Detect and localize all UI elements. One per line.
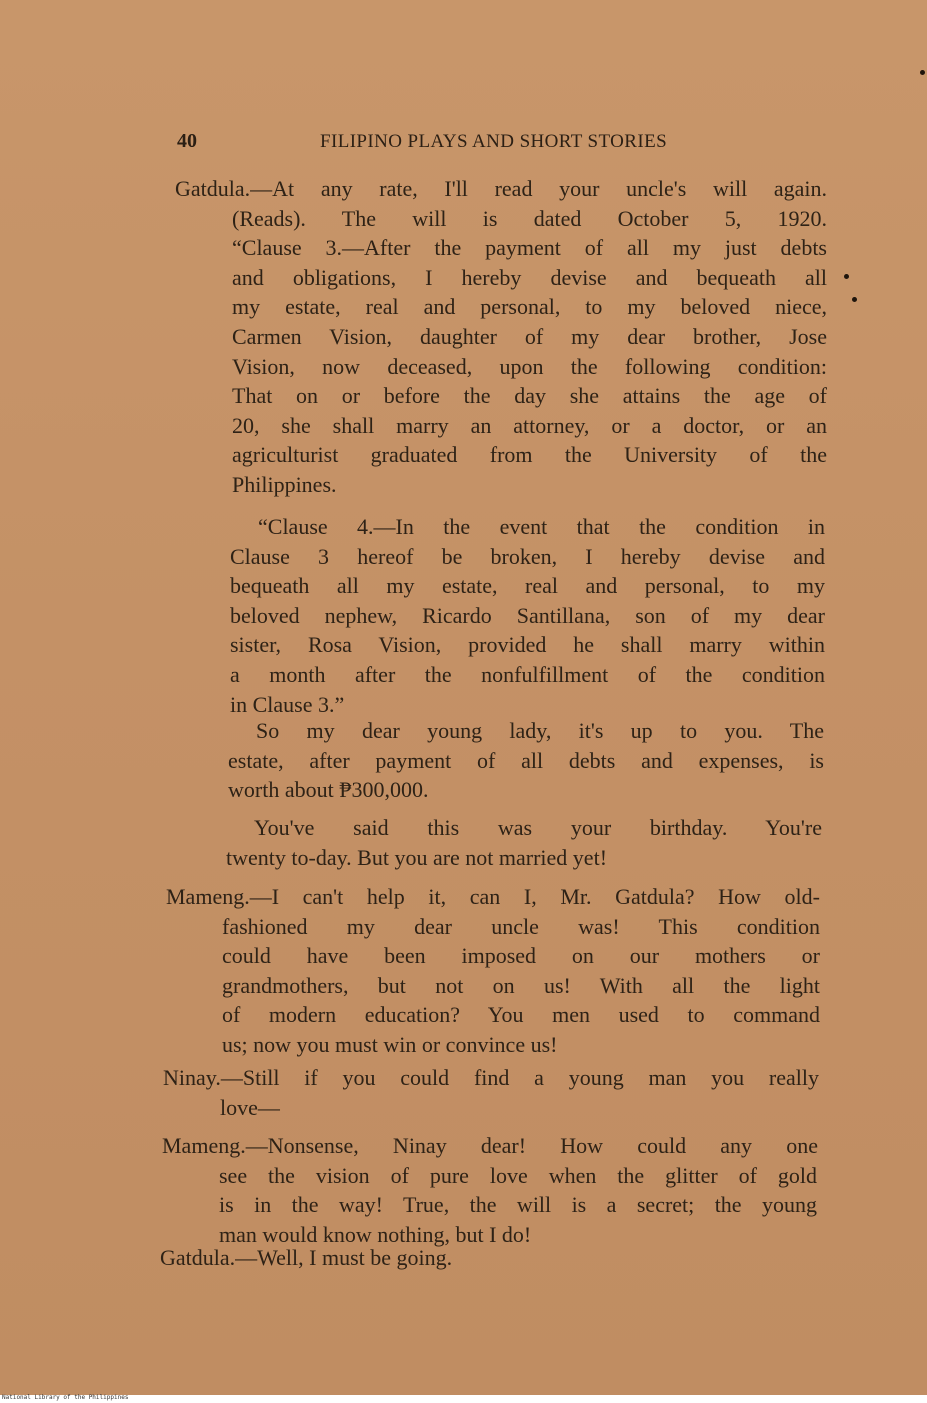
text-line: You've said this was your birthday. You're (254, 815, 822, 840)
page-header (175, 130, 825, 158)
speech-ninay-body (220, 1093, 818, 1123)
library-credit: National Library of the Philippines (2, 1394, 129, 1401)
text-line: “Clause 4.—In the event that the condition in (258, 514, 825, 539)
text-line: is in the way! True, the will is a secret; the young (219, 1192, 817, 1218)
text-line: Ninay.—Still if you could find a young man you really (163, 1065, 819, 1090)
speech-gatdula-leaving (160, 1243, 816, 1273)
speaker-name: Gatdula. (175, 176, 251, 201)
speech-ninay (163, 1063, 819, 1093)
speaker-name: Ninay. (163, 1065, 221, 1090)
speech-mameng-1-body (222, 912, 820, 1060)
text-line: Vision, now deceased, upon the following condition: (232, 353, 827, 379)
page-number: 40 (177, 130, 197, 152)
speech-mameng-2 (162, 1131, 818, 1161)
text-line: Mameng.—Nonsense, Ninay dear! How could any one (162, 1133, 818, 1158)
text-line: man would know nothing, but I do! (219, 1221, 532, 1247)
ink-speck (852, 297, 857, 302)
text-line: see the vision of pure love when the glitter of gold (219, 1162, 817, 1188)
text-line: love— (220, 1094, 280, 1120)
speech-mameng-2-body (219, 1161, 817, 1250)
ink-speck (844, 274, 849, 279)
text-line: Carmen Vision, daughter of my dear brother, Jose (232, 323, 827, 349)
will-text-clause-4 (230, 512, 825, 719)
text-line: of modern education? You men used to command (222, 1002, 820, 1028)
text-line: “Clause 3.—After the payment of all my just debts (232, 235, 827, 261)
text-line: beloved nephew, Ricardo Santillana, son of my dear (230, 602, 825, 628)
will-text-clause-3 (232, 204, 827, 500)
text-line: in Clause 3.” (230, 691, 345, 717)
text-line: and obligations, I hereby devise and bequeath all (232, 264, 827, 290)
text-line: bequeath all my estate, real and personal, to my (230, 573, 825, 599)
speaker-name: Mameng. (162, 1133, 246, 1158)
text-line: (Reads). The will is dated October 5, 1920. (232, 205, 827, 231)
text-line: estate, after payment of all debts and expenses, is (228, 747, 824, 773)
text-line: fashioned my dear uncle was! This condition (222, 913, 820, 939)
text-line: Mameng.—I can't help it, can I, Mr. Gatdula? How old- (166, 884, 820, 909)
text-line: grandmothers, but not on us! With all the light (222, 972, 820, 998)
speech-gatdula-will (175, 174, 827, 204)
text-line: Gatdula.—Well, I must be going. (160, 1245, 453, 1270)
text-line: sister, Rosa Vision, provided he shall marry within (230, 632, 825, 658)
running-title: FILIPINO PLAYS AND SHORT STORIES (320, 131, 668, 152)
speech-mameng-1 (166, 882, 820, 912)
text-line: us; now you must win or convince us! (222, 1031, 558, 1057)
text-line: So my dear young lady, it's up to you. The (256, 718, 824, 743)
text-line: a month after the nonfulfillment of the condition (230, 661, 825, 687)
text-line: That on or before the day she attains the age of (232, 383, 827, 409)
paragraph-estate (228, 716, 824, 805)
text-line: my estate, real and personal, to my beloved niece, (232, 294, 827, 320)
text-line: worth about ₱300,000. (228, 777, 429, 803)
ink-speck (920, 70, 925, 75)
speaker-name: Mameng. (166, 884, 250, 909)
text-line: 20, she shall marry an attorney, or a doctor, or an (232, 412, 827, 438)
text-line: Philippines. (232, 471, 337, 497)
text-line: Clause 3 hereof be broken, I hereby devise and (230, 543, 825, 569)
text-line: agriculturist graduated from the University of the (232, 442, 827, 468)
text-line: twenty to-day. But you are not married yet! (226, 844, 608, 870)
text-line: Gatdula.—At any rate, I'll read your uncle's will again. (175, 176, 827, 201)
scan-footer (0, 1395, 927, 1403)
paragraph-birthday (226, 813, 822, 872)
text-line: could have been imposed on our mothers or (222, 943, 820, 969)
speaker-name: Gatdula. (160, 1245, 236, 1270)
